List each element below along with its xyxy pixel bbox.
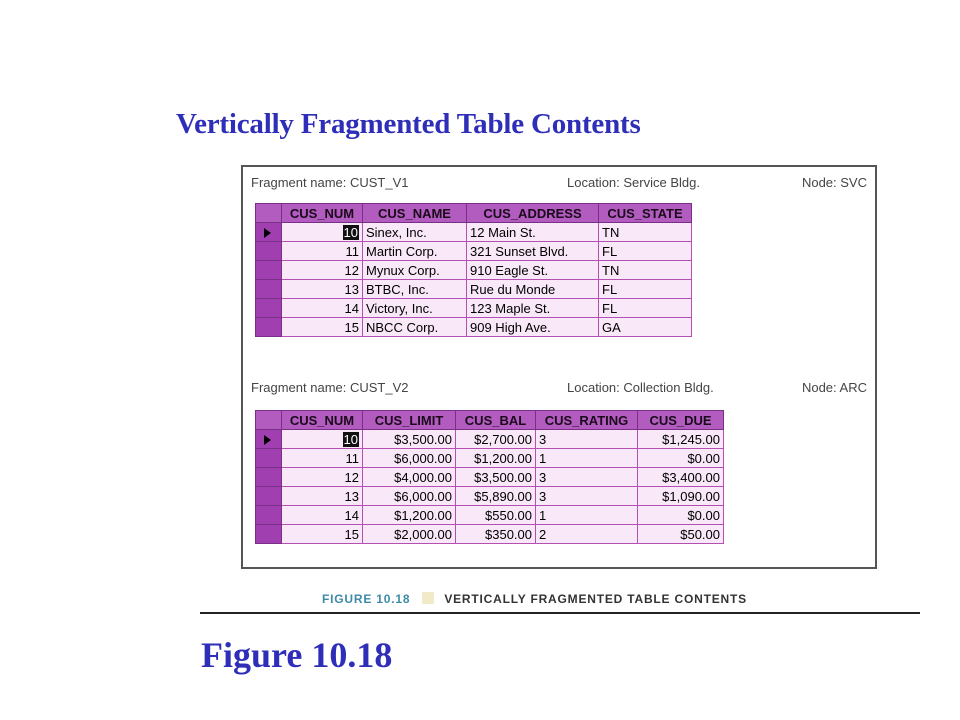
- column-header[interactable]: CUS_BAL: [456, 411, 536, 430]
- table-row[interactable]: [256, 318, 692, 337]
- fragment1-location: Location: Service Bldg.: [567, 175, 700, 190]
- table-cell[interactable]: FL: [599, 299, 692, 318]
- table-row[interactable]: [256, 487, 724, 506]
- table-cell[interactable]: $3,400.00: [638, 468, 724, 487]
- fragment1-header: [251, 175, 867, 193]
- table-cell[interactable]: $6,000.00: [363, 487, 456, 506]
- table-cell[interactable]: 11: [282, 242, 363, 261]
- table-cell[interactable]: Mynux Corp.: [363, 261, 467, 280]
- table-cell[interactable]: 1: [536, 449, 638, 468]
- table-cell[interactable]: NBCC Corp.: [363, 318, 467, 337]
- cell-cursor: 10: [343, 431, 358, 447]
- caption-figure-number: FIGURE 10.18: [322, 592, 411, 606]
- table-row[interactable]: [256, 223, 692, 242]
- row-selector[interactable]: [256, 299, 282, 318]
- row-selector-header: [256, 411, 282, 430]
- column-header[interactable]: CUS_ADDRESS: [467, 204, 599, 223]
- row-selector[interactable]: [256, 487, 282, 506]
- table-row[interactable]: [256, 468, 724, 487]
- row-selector-header: [256, 204, 282, 223]
- column-header[interactable]: CUS_LIMIT: [363, 411, 456, 430]
- table-cell[interactable]: 910 Eagle St.: [467, 261, 599, 280]
- table-cell[interactable]: $1,245.00: [638, 430, 724, 449]
- table-cell[interactable]: Sinex, Inc.: [363, 223, 467, 242]
- table-cell[interactable]: 12: [282, 261, 363, 280]
- fragment1-name: Fragment name: CUST_V1: [251, 175, 409, 190]
- column-header[interactable]: CUS_STATE: [599, 204, 692, 223]
- table-cell[interactable]: $2,000.00: [363, 525, 456, 544]
- table-cell[interactable]: TN: [599, 261, 692, 280]
- fragment2-node: Node: ARC: [801, 380, 867, 395]
- fragment2-location: Location: Collection Bldg.: [567, 380, 714, 395]
- table-cell[interactable]: $1,090.00: [638, 487, 724, 506]
- table-cell[interactable]: 12: [282, 468, 363, 487]
- row-selector[interactable]: [256, 506, 282, 525]
- table-cell[interactable]: 13: [282, 280, 363, 299]
- fragment1-header-row: [256, 204, 692, 223]
- table-row[interactable]: [256, 430, 724, 449]
- table-cell[interactable]: 1: [536, 506, 638, 525]
- table-cell[interactable]: 13: [282, 487, 363, 506]
- table-cell[interactable]: $2,700.00: [456, 430, 536, 449]
- table-cell[interactable]: 14: [282, 299, 363, 318]
- table-cell[interactable]: $5,890.00: [456, 487, 536, 506]
- table-cell[interactable]: $0.00: [638, 449, 724, 468]
- table-cell[interactable]: FL: [599, 242, 692, 261]
- fragment2-header: [251, 380, 867, 398]
- fragment2-header-row: [256, 411, 724, 430]
- row-selector[interactable]: [256, 261, 282, 280]
- divider-rule: [200, 612, 920, 614]
- row-selector[interactable]: [256, 525, 282, 544]
- column-header[interactable]: CUS_NUM: [282, 204, 363, 223]
- table-cell[interactable]: $4,000.00: [363, 468, 456, 487]
- table-cell[interactable]: Rue du Monde: [467, 280, 599, 299]
- current-row-pointer-icon: [264, 228, 271, 238]
- figure-caption: [322, 592, 747, 608]
- slide-title: Vertically Fragmented Table Contents: [176, 108, 641, 140]
- table-cell[interactable]: $3,500.00: [363, 430, 456, 449]
- fragment1-table: [255, 203, 692, 337]
- table-cell[interactable]: $50.00: [638, 525, 724, 544]
- column-header[interactable]: CUS_RATING: [536, 411, 638, 430]
- table-cell[interactable]: 2: [536, 525, 638, 544]
- table-cell[interactable]: 14: [282, 506, 363, 525]
- row-selector[interactable]: [256, 430, 282, 449]
- table-cell[interactable]: 909 High Ave.: [467, 318, 599, 337]
- table-cell[interactable]: 3: [536, 430, 638, 449]
- caption-text: VERTICALLY FRAGMENTED TABLE CONTENTS: [444, 592, 747, 606]
- table-row[interactable]: [256, 299, 692, 318]
- row-selector[interactable]: [256, 318, 282, 337]
- table-cell[interactable]: $1,200.00: [363, 506, 456, 525]
- table-cell[interactable]: $6,000.00: [363, 449, 456, 468]
- table-cell[interactable]: [282, 223, 363, 242]
- table-cell[interactable]: 321 Sunset Blvd.: [467, 242, 599, 261]
- table-cell[interactable]: FL: [599, 280, 692, 299]
- column-header[interactable]: CUS_NAME: [363, 204, 467, 223]
- table-cell[interactable]: BTBC, Inc.: [363, 280, 467, 299]
- table-row[interactable]: [256, 242, 692, 261]
- current-row-pointer-icon: [264, 435, 271, 445]
- table-cell[interactable]: 15: [282, 525, 363, 544]
- table-cell[interactable]: Victory, Inc.: [363, 299, 467, 318]
- table-cell[interactable]: $3,500.00: [456, 468, 536, 487]
- table-cell[interactable]: 11: [282, 449, 363, 468]
- figure-panel: [241, 165, 877, 569]
- cell-cursor: 10: [343, 224, 358, 240]
- row-selector[interactable]: [256, 223, 282, 242]
- table-cell[interactable]: 3: [536, 487, 638, 506]
- row-selector[interactable]: [256, 468, 282, 487]
- table-cell[interactable]: $550.00: [456, 506, 536, 525]
- row-selector[interactable]: [256, 242, 282, 261]
- fragment1-node: Node: SVC: [801, 175, 867, 190]
- table-cell[interactable]: TN: [599, 223, 692, 242]
- table-row[interactable]: [256, 525, 724, 544]
- table-row[interactable]: [256, 280, 692, 299]
- table-cell[interactable]: 15: [282, 318, 363, 337]
- table-row[interactable]: [256, 449, 724, 468]
- table-cell[interactable]: GA: [599, 318, 692, 337]
- table-cell[interactable]: 123 Maple St.: [467, 299, 599, 318]
- table-row[interactable]: [256, 506, 724, 525]
- table-cell[interactable]: 12 Main St.: [467, 223, 599, 242]
- table-row[interactable]: [256, 261, 692, 280]
- fragment2-table: [255, 410, 724, 544]
- caption-swatch-icon: [422, 592, 434, 604]
- table-cell[interactable]: $1,200.00: [456, 449, 536, 468]
- column-header[interactable]: CUS_DUE: [638, 411, 724, 430]
- table-cell[interactable]: [282, 430, 363, 449]
- column-header[interactable]: CUS_NUM: [282, 411, 363, 430]
- table-cell[interactable]: 3: [536, 468, 638, 487]
- row-selector[interactable]: [256, 280, 282, 299]
- row-selector[interactable]: [256, 449, 282, 468]
- fragment2-name: Fragment name: CUST_V2: [251, 380, 409, 395]
- table-cell[interactable]: $350.00: [456, 525, 536, 544]
- table-cell[interactable]: $0.00: [638, 506, 724, 525]
- table-cell[interactable]: Martin Corp.: [363, 242, 467, 261]
- figure-label: Figure 10.18: [201, 635, 393, 675]
